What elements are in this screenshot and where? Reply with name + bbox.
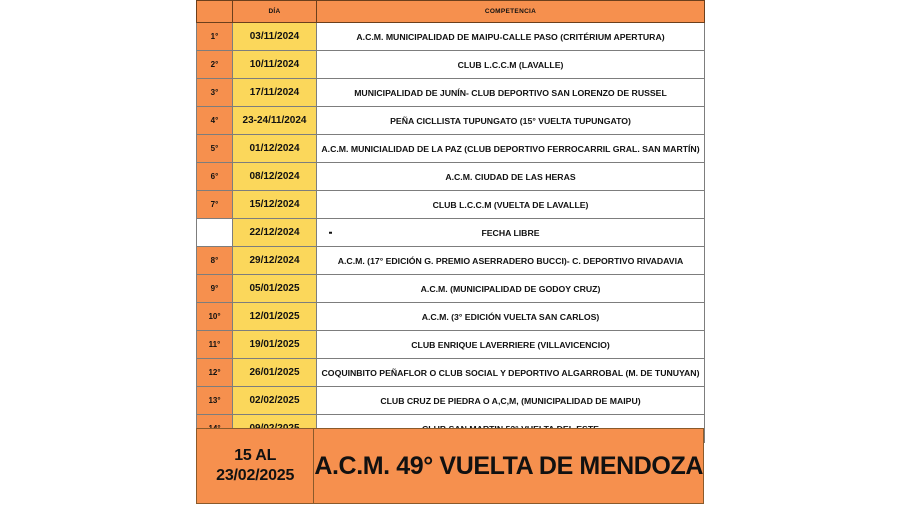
race-competition-label: PEÑA CICLLISTA TUPUNGATO (15° VUELTA TUPUNGATO) — [390, 115, 631, 126]
table-row — [197, 23, 705, 51]
table-row — [197, 247, 705, 275]
race-competition-cell — [317, 135, 705, 163]
header-competition: COMPETENCIA — [317, 1, 705, 23]
table-row — [197, 359, 705, 387]
race-number-cell: 8° — [197, 247, 233, 275]
race-competition-cell — [317, 275, 705, 303]
race-competition-cell — [317, 247, 705, 275]
table-row — [197, 303, 705, 331]
race-competition-label: CLUB CRUZ DE PIEDRA O A,C,M, (MUNICIPALIDAD DE MAIPU) — [380, 395, 641, 406]
race-competition-cell — [317, 23, 705, 51]
table-row — [197, 387, 705, 415]
table-row — [197, 219, 705, 247]
header-day: DÍA — [233, 1, 317, 23]
banner-date-line-2: 23/02/2025 — [216, 467, 295, 484]
race-date-cell: 15/12/2024 — [233, 191, 317, 219]
race-number-cell: 12° — [197, 359, 233, 387]
banner-title: A.C.M. 49° VUELTA DE MENDOZA — [314, 451, 703, 480]
race-number-cell: 3° — [197, 79, 233, 107]
race-number-cell: 4° — [197, 107, 233, 135]
race-number-cell: 11° — [197, 331, 233, 359]
race-date-cell: 17/11/2024 — [233, 79, 317, 107]
race-competition-label: A.C.M. CIUDAD DE LAS HERAS — [445, 171, 576, 182]
race-date-cell: 23-24/11/2024 — [233, 107, 317, 135]
table-row — [197, 163, 705, 191]
table-row — [197, 191, 705, 219]
race-competition-label: A.C.M. (17° EDICIÓN G. PREMIO ASERRADERO BUCCI)- C. DEPORTIVO RIVADAVIA — [337, 255, 684, 266]
race-number-cell: 7° — [197, 191, 233, 219]
table-header-row — [197, 1, 705, 23]
race-date-cell: 12/01/2025 — [233, 303, 317, 331]
race-competition-cell — [317, 51, 705, 79]
header-number — [197, 1, 233, 23]
race-competition-label: FECHA LIBRE — [481, 227, 540, 238]
race-date-cell: 08/12/2024 — [233, 163, 317, 191]
banner-date-line-1: 15 AL — [234, 447, 277, 465]
race-competition-label: CLUB L.C.C.M (LAVALLE) — [457, 59, 564, 70]
race-competition-label: A.C.M. MUNICIPALIDAD DE MAIPU-CALLE PASO (CRITÉRIUM APERTURA) — [356, 31, 665, 42]
race-date-cell: 22/12/2024 — [233, 219, 317, 247]
race-number-cell: 9° — [197, 275, 233, 303]
race-competition-cell — [317, 331, 705, 359]
race-competition-cell — [317, 387, 705, 415]
race-date-cell: 29/12/2024 — [233, 247, 317, 275]
bullet-icon — [329, 231, 332, 234]
table-row — [197, 275, 705, 303]
banner-title-block — [314, 429, 703, 503]
banner-date-block — [197, 429, 314, 503]
race-date-cell: 01/12/2024 — [233, 135, 317, 163]
race-date-cell: 03/11/2024 — [233, 23, 317, 51]
race-competition-cell — [317, 191, 705, 219]
race-competition-cell — [317, 219, 705, 247]
race-competition-cell — [317, 163, 705, 191]
featured-event-banner — [196, 428, 704, 504]
race-number-cell: 2° — [197, 51, 233, 79]
race-competition-label: COQUINBITO PEÑAFLOR O CLUB SOCIAL Y DEPORTIVO ALGARROBAL (M. DE TUNUYAN) — [321, 367, 700, 378]
schedule-table — [196, 0, 705, 443]
race-competition-cell — [317, 303, 705, 331]
race-competition-cell — [317, 107, 705, 135]
table-row — [197, 135, 705, 163]
race-competition-cell — [317, 359, 705, 387]
race-competition-label: A.C.M. MUNICIALIDAD DE LA PAZ (CLUB DEPORTIVO FERROCARRIL GRAL. SAN MARTÍN) — [321, 143, 700, 154]
race-number-cell — [197, 219, 233, 247]
race-number-cell: 6° — [197, 163, 233, 191]
race-competition-label: CLUB ENRIQUE LAVERRIERE (VILLAVICENCIO) — [411, 339, 610, 350]
race-competition-label: A.C.M. (MUNICIPALIDAD DE GODOY CRUZ) — [420, 283, 601, 294]
race-calendar — [196, 0, 704, 443]
table-row — [197, 79, 705, 107]
race-competition-label: A.C.M. (3° EDICIÓN VUELTA SAN CARLOS) — [421, 311, 600, 322]
race-date-cell: 19/01/2025 — [233, 331, 317, 359]
race-number-cell: 1° — [197, 23, 233, 51]
race-number-cell: 5° — [197, 135, 233, 163]
race-competition-cell — [317, 79, 705, 107]
race-competition-label: CLUB L.C.C.M (VUELTA DE LAVALLE) — [432, 199, 589, 210]
race-competition-label: MUNICIPALIDAD DE JUNÍN- CLUB DEPORTIVO SAN LORENZO DE RUSSEL — [354, 87, 667, 98]
race-number-cell: 10° — [197, 303, 233, 331]
table-row — [197, 107, 705, 135]
table-row — [197, 331, 705, 359]
race-number-cell: 13° — [197, 387, 233, 415]
race-date-cell: 05/01/2025 — [233, 275, 317, 303]
table-row — [197, 51, 705, 79]
race-date-cell: 26/01/2025 — [233, 359, 317, 387]
race-date-cell: 02/02/2025 — [233, 387, 317, 415]
race-date-cell: 10/11/2024 — [233, 51, 317, 79]
